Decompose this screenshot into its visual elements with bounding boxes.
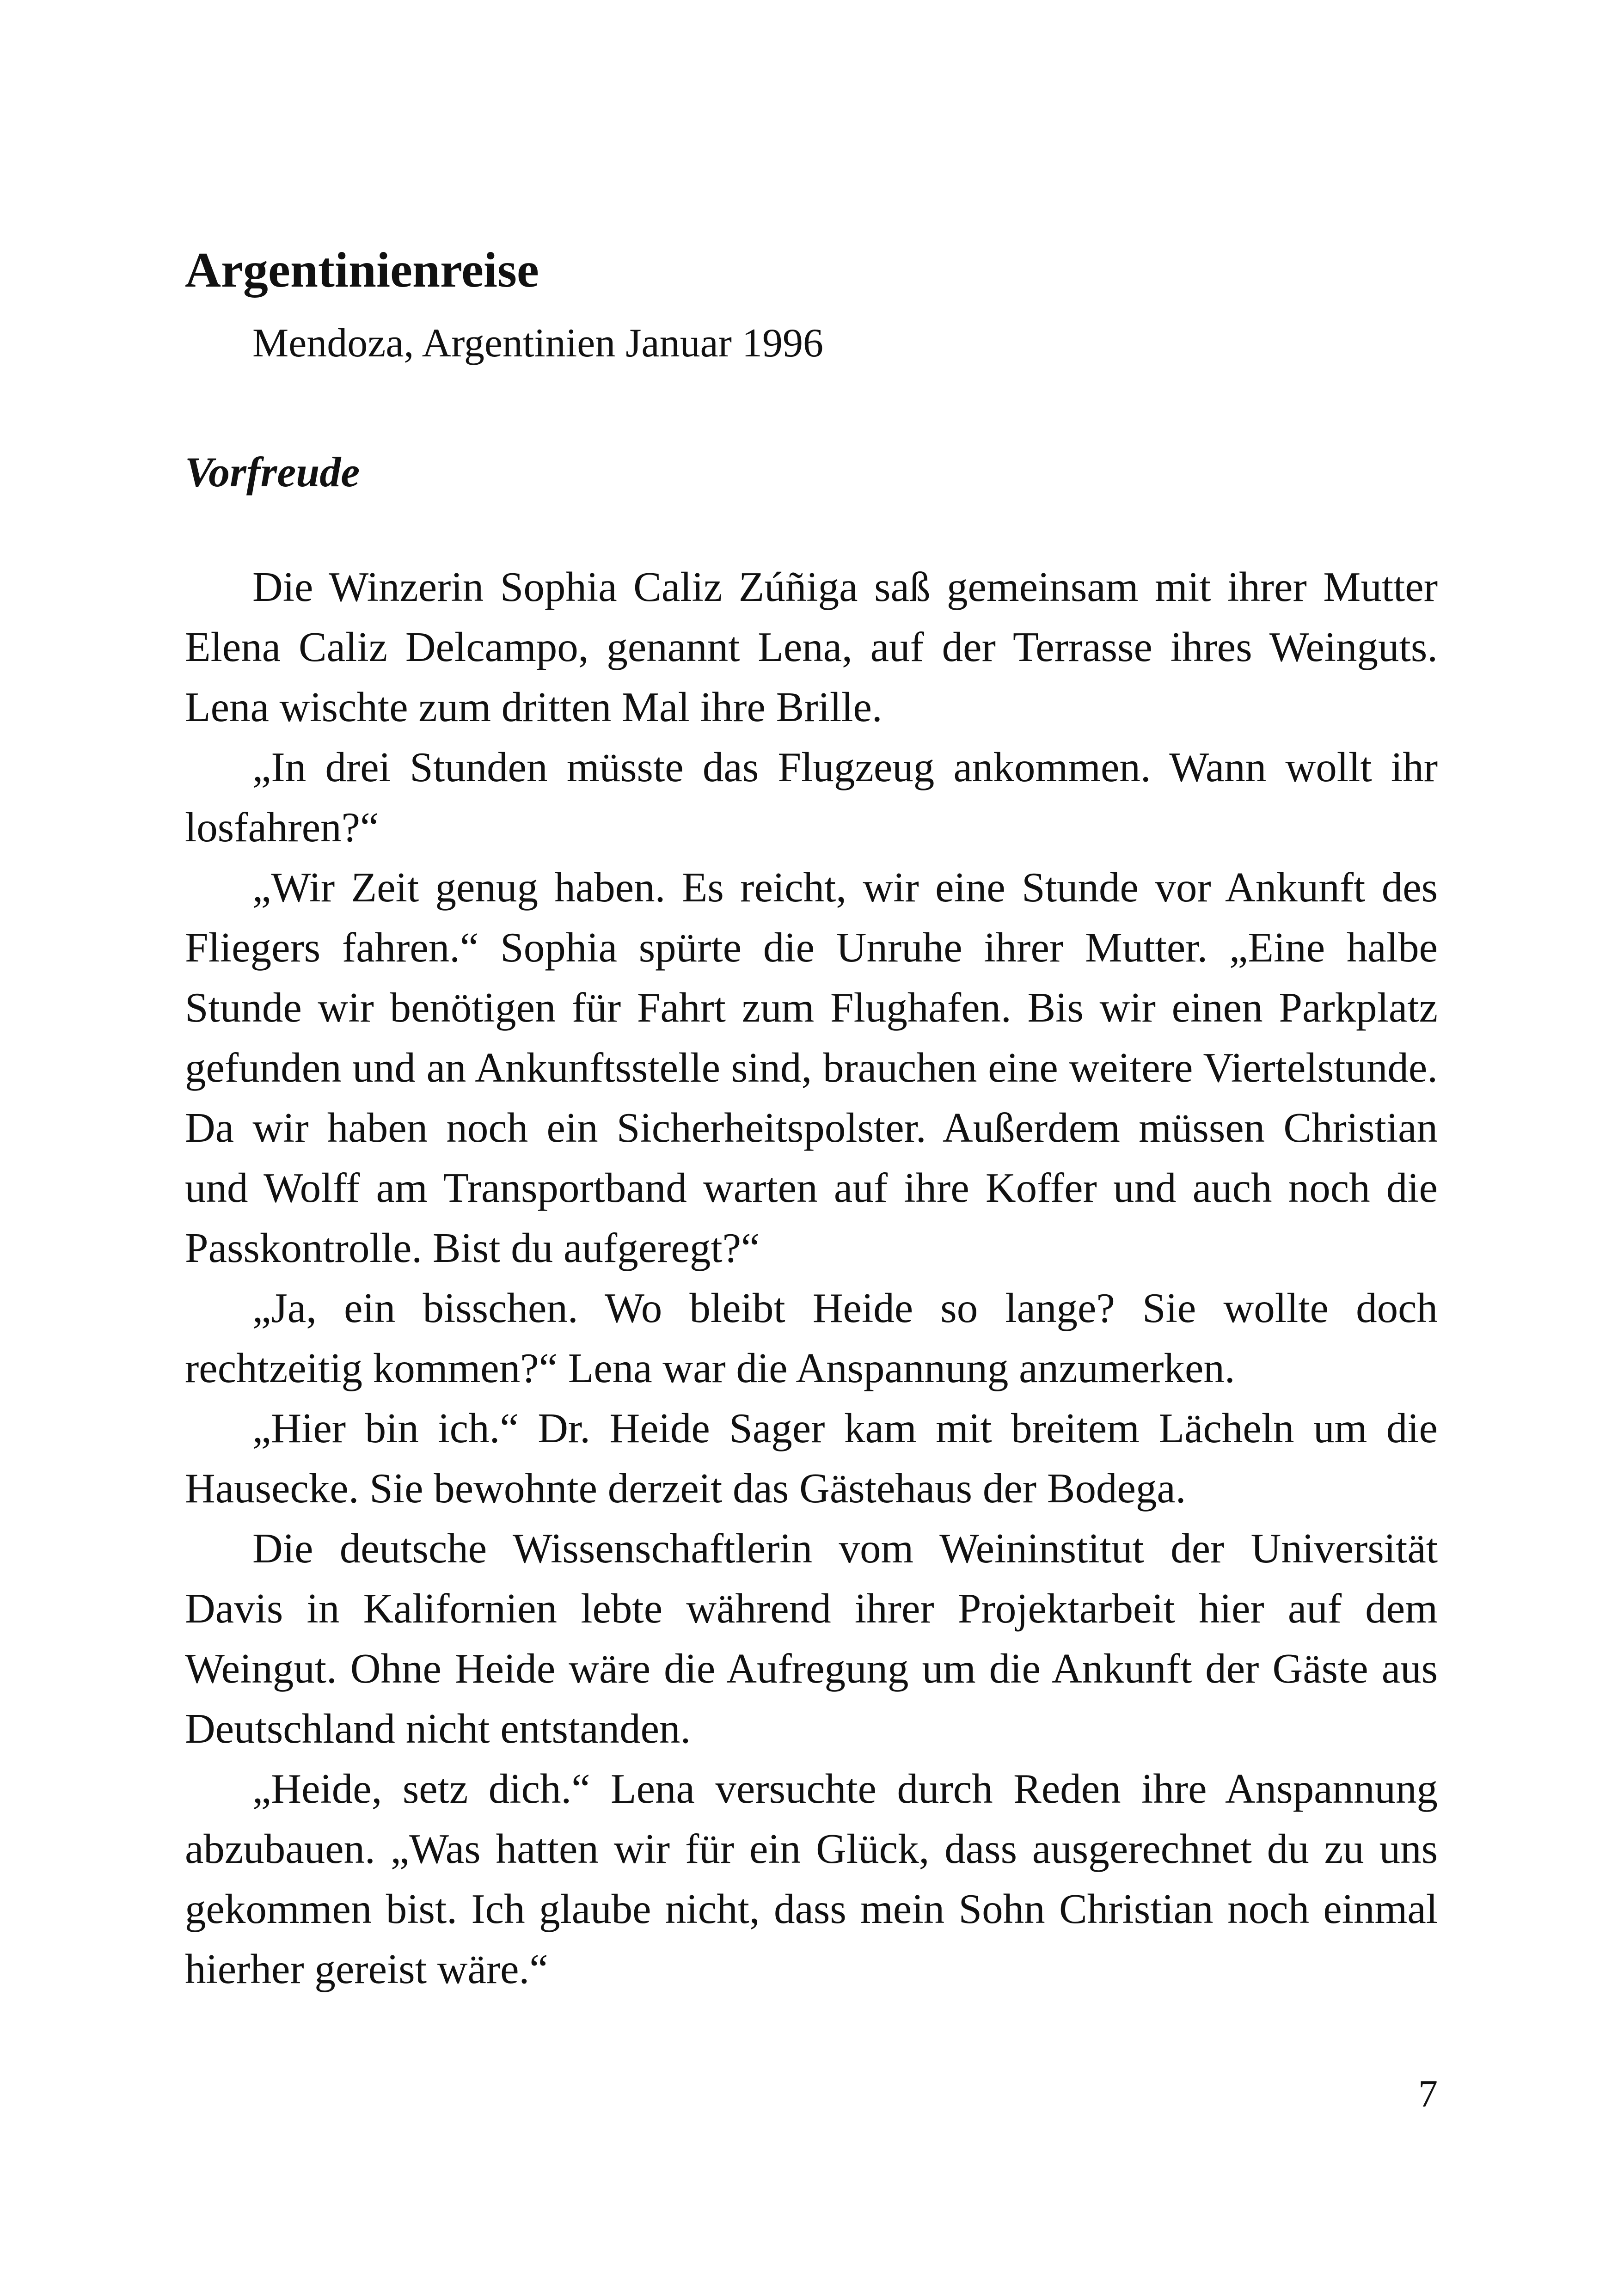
paragraph: „Hier bin ich.“ Dr. Heide Sager kam mit breitem Lächeln um die Hausecke. Sie bewohnte derzeit das Gästehaus der Bodega. [185,1405,1438,1512]
paragraph: „Ja, ein bisschen. Wo bleibt Heide so lange? Sie wollte doch rechtzeitig kommen?“ Lena war die Anspannung anzumerken. [185,1285,1438,1391]
paragraph: „Wir Zeit genug haben. Es reicht, wir eine Stunde vor Ankunft des Fliegers fahren.“ Sophia spürte die Unruhe ihrer Mutter. „Eine halbe Stunde wir benötigen für Fahrt zum Flughafen. Bis wir einen Parkplatz gefunden und an Ankunftsstelle sind, brauchen eine weitere Viertelstunde. Da wir haben noch ein Sicherheitspolster. Außerdem müssen Christian und Wolff am Transportband warten auf ihre Koffer und auch noch die Passkontrolle. Bist du aufgeregt?“ [185,864,1438,1271]
chapter-title: Argentinienreise [185,243,539,298]
page-number: 7 [1418,2072,1438,2115]
body-text [185,557,1438,1999]
paragraph: „Heide, setz dich.“ Lena versuchte durch Reden ihre Anspannung abzubauen. „Was hatten wir für ein Glück, dass ausgerechnet du zu uns gekommen bist. Ich glaube nicht, dass mein Sohn Christian noch einmal hierher gereist wäre.“ [185,1765,1438,1992]
paragraph: „In drei Stunden müsste das Flugzeug ankommen. Wann wollt ihr losfahren?“ [185,744,1438,851]
section-title: Vorfreude [185,448,360,496]
paragraph: Die deutsche Wissenschaftlerin vom Weininstitut der Universität Davis in Kalifornien lebte während ihrer Projektarbeit hier auf dem Weingut. Ohne Heide wäre die Aufregung um die Ankunft der Gäste aus Deutschland nicht entstanden. [185,1525,1438,1752]
chapter-place-date: Mendoza, Argentinien Januar 1996 [252,321,823,366]
paragraph: Die Winzerin Sophia Caliz Zúñiga saß gemeinsam mit ihrer Mutter Elena Caliz Delcampo, genannt Lena, auf der Terrasse ihres Weinguts. Lena wischte zum dritten Mal ihre Brille. [185,563,1438,730]
